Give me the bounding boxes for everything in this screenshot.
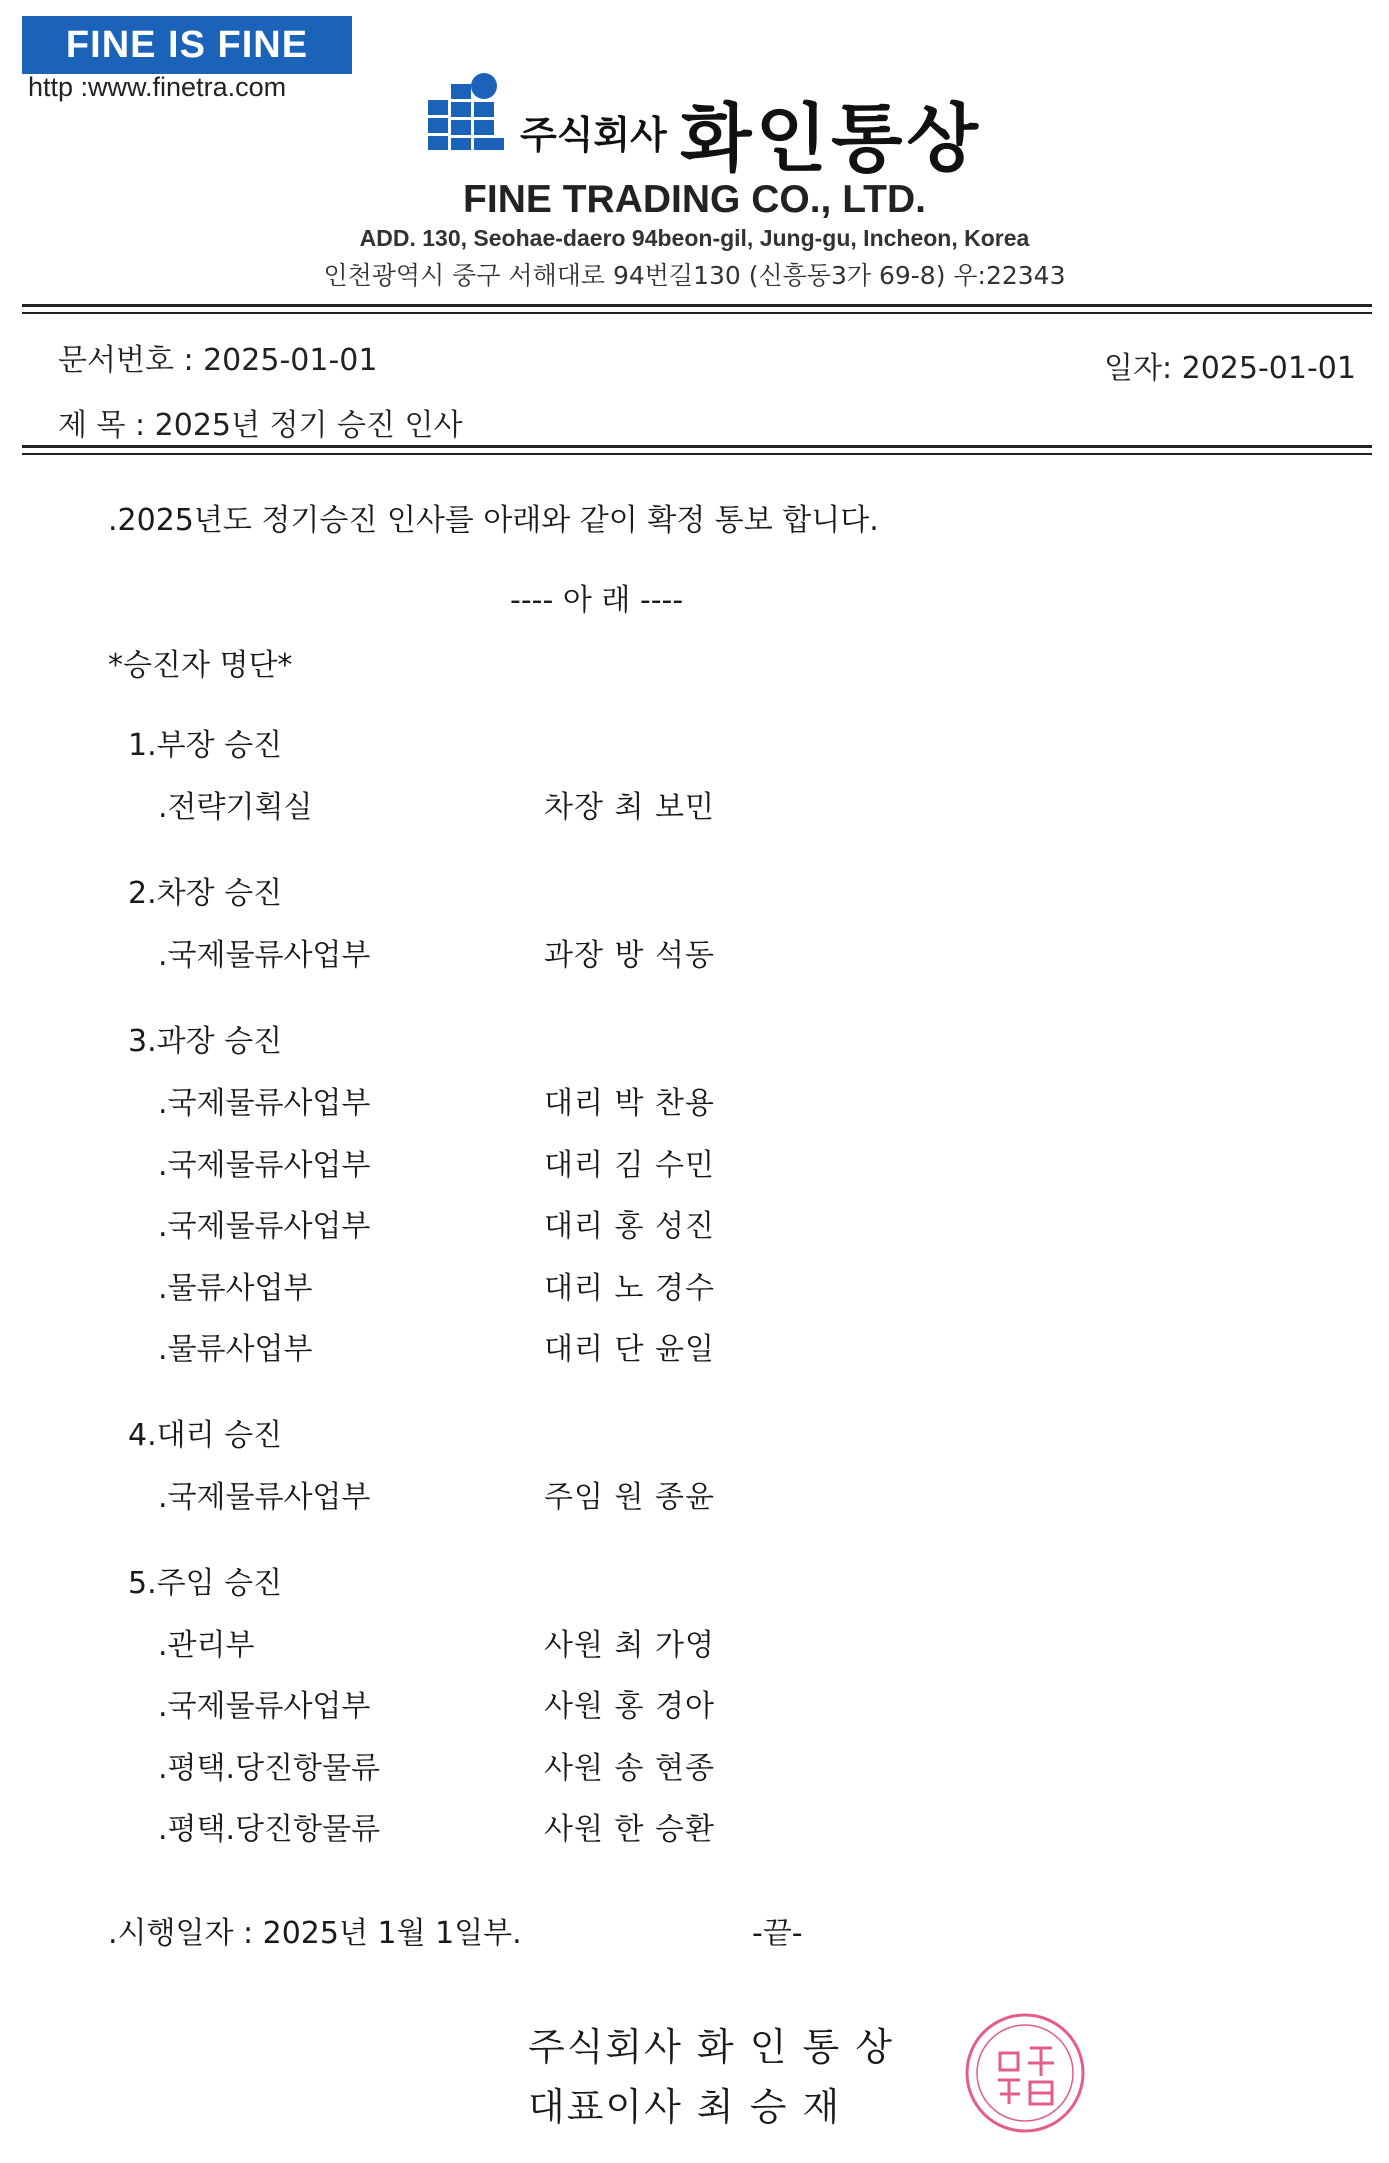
department: .물류사업부	[158, 1332, 313, 1367]
department: .국제물류사업부	[158, 1086, 371, 1121]
department: .국제물류사업부	[158, 1209, 371, 1244]
promotee: 대리 노 경수	[544, 1271, 715, 1306]
intro-text: .2025년도 정기승진 인사를 아래와 같이 확정 통보 합니다.	[108, 503, 879, 538]
end-mark: -끝-	[752, 1916, 803, 1951]
promotee: 대리 홍 성진	[544, 1209, 715, 1244]
document-subject: 제 목 : 2025년 정기 승진 인사	[58, 408, 463, 443]
promotee: 사원 최 가영	[544, 1628, 715, 1663]
company-logo-icon	[426, 72, 506, 152]
department: .평택.당진항물류	[158, 1812, 380, 1847]
promotee: 사원 홍 경아	[544, 1689, 715, 1724]
promotee: 대리 단 윤일	[544, 1332, 715, 1367]
promotee: 대리 김 수민	[544, 1148, 715, 1183]
department: .국제물류사업부	[158, 1480, 371, 1515]
department: .국제물류사업부	[158, 1689, 371, 1724]
promotee: 사원 송 현종	[544, 1751, 715, 1786]
signature-company: 주식회사 화 인 통 상	[528, 2025, 894, 2069]
promotee: 주임 원 종윤	[544, 1480, 715, 1515]
company-prefix: 주식회사	[520, 113, 667, 157]
department: .국제물류사업부	[158, 1148, 371, 1183]
address-en: ADD. 130, Seohae-daero 94beon-gil, Jung-gu, Incheon, Korea	[359, 225, 1030, 251]
document-number: 문서번호 : 2025-01-01	[58, 343, 378, 378]
address-kr: 인천광역시 중구 서해대로 94번길130 (신흥동3가 69-8) 우:22343	[323, 261, 1066, 290]
signature-ceo: 대표이사 최 승 재	[528, 2085, 842, 2129]
company-url: http :www.finetra.com	[28, 72, 287, 102]
meta-divider	[22, 445, 1372, 448]
department: .국제물류사업부	[158, 938, 371, 973]
effective-date: .시행일자 : 2025년 1월 1일부.	[108, 1916, 522, 1951]
promotee: 차장 최 보민	[544, 790, 715, 825]
header-divider	[22, 304, 1372, 307]
promotee: 과장 방 석동	[544, 938, 715, 973]
department: .평택.당진항물류	[158, 1751, 380, 1786]
department: .전략기획실	[158, 790, 313, 825]
promotee: 대리 박 찬용	[544, 1086, 715, 1121]
department: .관리부	[158, 1628, 255, 1663]
company-seal-icon	[960, 2008, 1090, 2138]
company-name: 화인통상	[680, 96, 982, 182]
list-title: *승진자 명단*	[108, 648, 293, 683]
section-title: 3.과장 승진	[128, 1024, 283, 1059]
promotee: 사원 한 승환	[544, 1812, 715, 1847]
section-title: 2.차장 승진	[128, 876, 283, 911]
company-name-en: FINE TRADING CO., LTD.	[463, 178, 926, 221]
document-date: 일자: 2025-01-01	[1104, 351, 1356, 386]
section-title: 4.대리 승진	[128, 1418, 283, 1453]
meta-divider-thin	[22, 453, 1372, 455]
department: .물류사업부	[158, 1271, 313, 1306]
section-title: 5.주임 승진	[128, 1566, 283, 1601]
header-divider-thin	[22, 312, 1372, 314]
below-marker: ---- 아 래 ----	[510, 583, 684, 618]
section-title: 1.부장 승진	[128, 728, 283, 763]
brand-badge: FINE IS FINE	[22, 16, 352, 74]
